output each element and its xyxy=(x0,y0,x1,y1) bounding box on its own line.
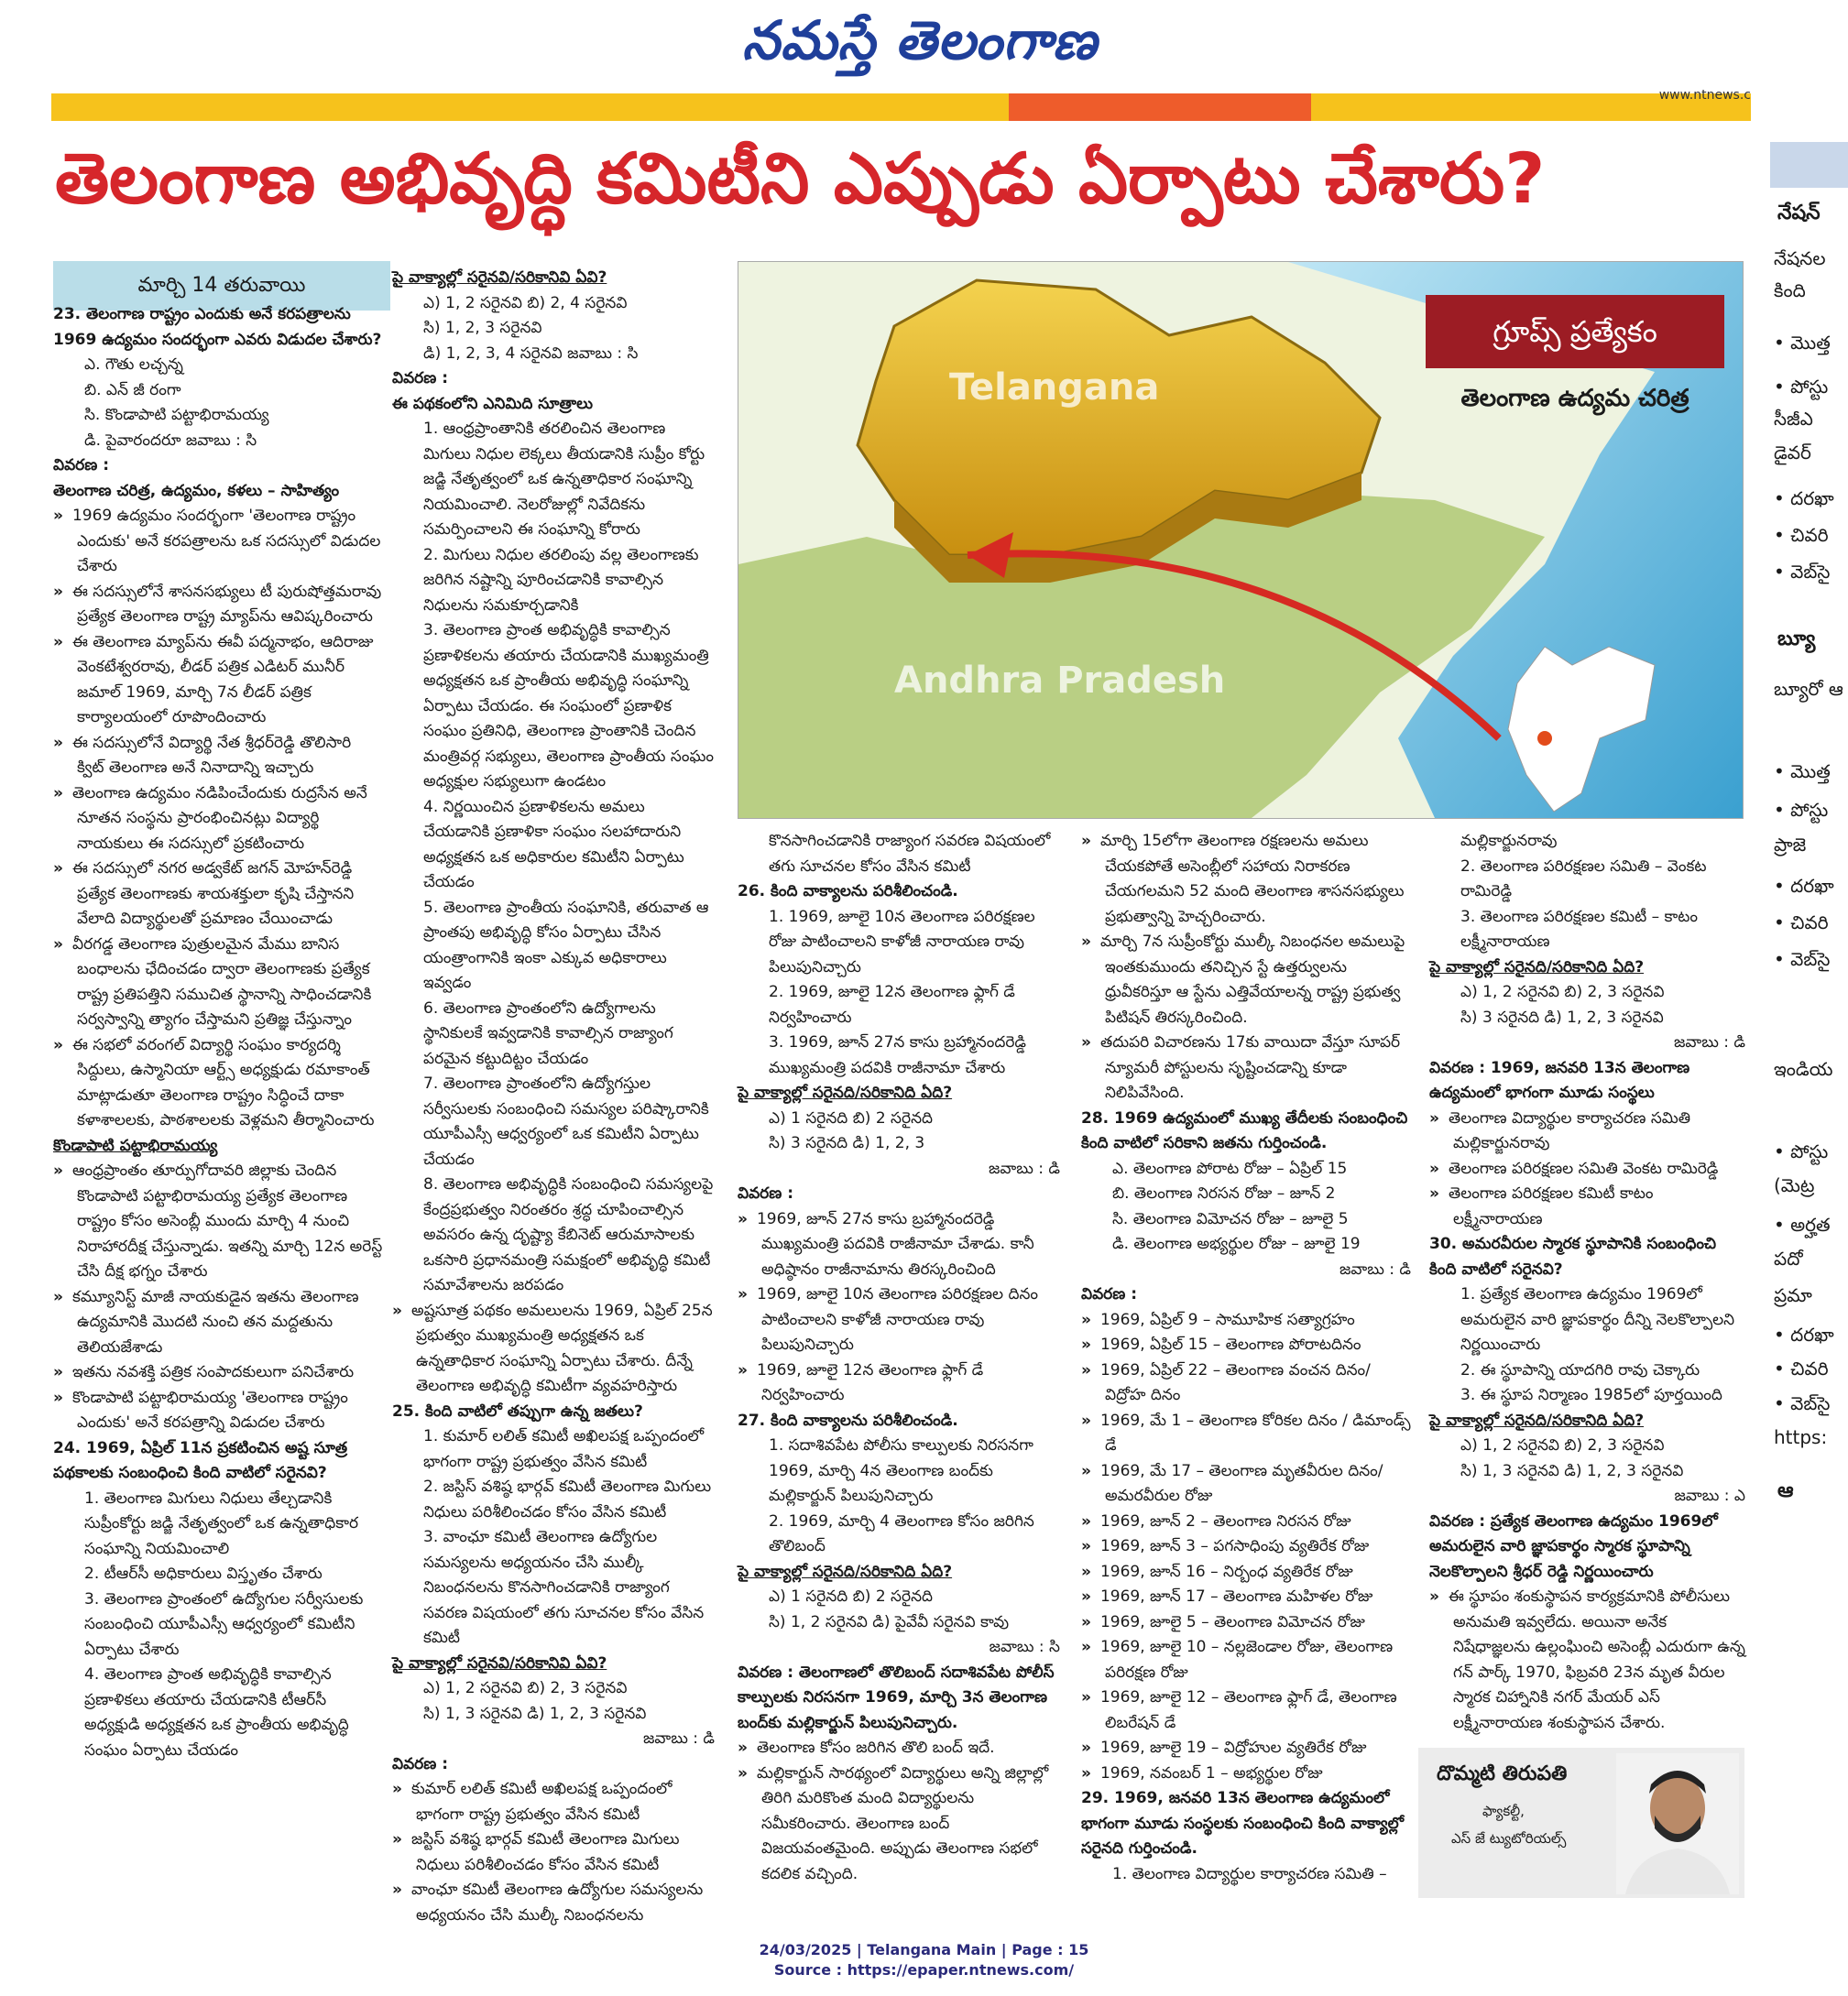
paragraph-line: కొనసాగించడానికి రాజ్యాంగ సవరణ విషయంలో తగు సూచనల కోసం వేసిన కమిటీ xyxy=(769,832,1051,876)
question-text: వివరణ : xyxy=(1081,1285,1138,1303)
paragraph-line: ఎ) 1 సరైనది బి) 2 సరైనది xyxy=(769,1587,934,1606)
paragraph-line: 3. ఈ స్థూప నిర్మాణం 1985లో పూర్తయింది xyxy=(1460,1386,1722,1404)
article-column-1 xyxy=(53,302,383,1896)
question-text: 25. కింది వాటిలో తప్పుగా ఉన్న జతలు? xyxy=(392,1402,643,1421)
paragraph-line: 2. ఈ స్థూపాన్ని యాదగిరి రావు చెక్కారు xyxy=(1460,1360,1700,1380)
sidebar-fragment: • చివరి xyxy=(1774,911,1829,933)
section-label: పై వాక్యాల్లో సరైనది/సరికానిది ఏది? xyxy=(1429,1411,1645,1430)
sidebar-fragment: • వెబ్‌సై xyxy=(1774,561,1831,583)
paragraph-line: ఎ) 1, 2 సరైనవి బి) 2, 3 సరైనవి xyxy=(1460,1436,1665,1455)
question-text: 23. తెలంగాణ రాష్ట్రం ఎందుకు అనే కరపత్రాలను 1969 ఉద్యమం సందర్భంగా ఎవరు విడుదల చేశారు? xyxy=(53,305,382,349)
bullet-point: » కుమార్ లలిత్ కమిటీ అఖిలపక్ష ఒప్పందంలో భాగంగా రాష్ట్ర ప్రభుత్వం వేసిన కమిటీ xyxy=(392,1777,715,1827)
article-column-3 xyxy=(738,829,1060,1892)
paragraph-line: 1. తెలంగాణ విద్యార్థుల కార్యాచరణ సమితి – xyxy=(1112,1864,1387,1883)
sidebar-fragment: నేషన్ xyxy=(1777,202,1821,224)
bullet-point: » ఈ సభలో వరంగల్ విద్యార్థి సంఘం కార్యదర్శి సిద్దులు, ఉస్మానియా ఆర్ట్స్ అధ్యక్షుడు రమాకాంత్ మాట్లాడుతూ తెలంగాణ రాష్ట్రం సిద్ధించే దాకా కళాశాలలకు, పాఠశాలలకు వెళ్లమని తీర్మానించారు xyxy=(53,1033,383,1134)
question-text: వివరణ : xyxy=(392,369,449,387)
sidebar-fragment: • పోస్టు xyxy=(1774,376,1829,398)
bullet-point: » 1969, జూలై 12 – తెలంగాణ ఫ్లాగ్ డే, తెలంగాణ లిబరేషన్ డే xyxy=(1081,1685,1411,1736)
sidebar-fragment: • అర్హత xyxy=(1774,1214,1831,1236)
paragraph-line: 2. 1969, మార్చి 4 తెలంగాణ కోసం జరిగిన తొలిబంద్ xyxy=(769,1511,1034,1555)
paragraph-line: ఎ) 1 సరైనది బి) 2 సరైనది xyxy=(769,1108,934,1128)
sidebar-fragment: ప్రమా xyxy=(1774,1284,1812,1306)
masthead-url: www.ntnews.c xyxy=(1658,88,1751,103)
paragraph-line: 1. ప్రత్యేక తెలంగాణ ఉద్యమం 1969లో అమరులైన వారి జ్ఞాపకార్థం దీన్ని నెలకొల్పాలని నిర్ణయించారు xyxy=(1460,1285,1735,1354)
paragraph-line: 4. నిర్ణయించిన ప్రణాళికలను అమలు చేయడానికి ప్రణాళికా సంఘం సలహాదారుని అధ్యక్షతన ఒక అధికారుల కమిటీని ఏర్పాటు చేయడం xyxy=(423,797,684,891)
sidebar-fragment: • వెబ్‌సై xyxy=(1774,948,1831,970)
answer-line: జవాబు : డి xyxy=(1340,1260,1411,1279)
bullet-point: » కమ్యూనిస్ట్ మాజీ నాయకుడైన ఇతను తెలంగాణ ఉద్యమానికి మొదటి నుంచి తన మద్దతును తెలియజేశాడు xyxy=(53,1285,383,1361)
sidebar-fragment: • దరఖా xyxy=(1774,487,1834,509)
paragraph-line: 3. తెలంగాణ ప్రాంత అభివృద్ధికి కావాల్సిన ప్రణాళికలను తయారు చేయడానికి ముఖ్యమంత్రి అధ్యక్షతన ఒక ప్రాంతీయ అభివృద్ధి సంఘాన్ని ఏర్పాటు చేయడం. ఈ సంఘంలో ప్రణాళిక సంఘం ప్రతినిధి, తెలంగాణ ప్రాంతానికి చెందిన మంత్రివర్గ సభ్యులు, తెలంగాణ ప్రాంతీయ సంఘం అధ్యక్షుల సభ్యులుగా ఉండటం xyxy=(423,621,715,791)
paragraph-line: 1. సదాశివపేట పోలీసు కాల్పులకు నిరసనగా 1969, మార్చి 4న తెలంగాణ బంద్‌కు మల్లికార్జున్ పిలుపునిచ్చారు xyxy=(769,1436,1033,1505)
bullet-point: » ఆంధ్రప్రాంతం తూర్పుగోదావరి జిల్లాకు చెందిన కొండాపాటి పట్టాభిరామయ్య ప్రత్యేక తెలంగాణ రాష్ట్రం కోసం అసెంబ్లీ ముందు మార్చి 4 నుంచి నిరాహారదీక్ష చేస్తున్నాడు. ఇతన్ని మార్చి 12న అరెస్ట్ చేసి దీక్ష భగ్నం చేశారు xyxy=(53,1159,383,1285)
bullet-point: » ఇతను నవశక్తి పత్రిక సంపాదకులుగా పనిచేశారు xyxy=(53,1360,383,1386)
bullet-point: » 1969, జూలై 10 – నల్లజెండాల రోజు, తెలంగాణ పరిరక్షణ రోజు xyxy=(1081,1635,1411,1685)
question-text: వివరణ : తెలంగాణలో తొలిబంద్ సదాశివపేట పోలీస్ కాల్పులకు నిరసనగా 1969, మార్చి 3న తెలంగాణ బంద్‌కు మల్లికార్జున్ పిలుపునిచ్చారు. xyxy=(738,1663,1055,1732)
sidebar-fragment: • మొత్త xyxy=(1774,332,1831,354)
sidebar-fragment: ఇండియ xyxy=(1774,1058,1833,1080)
answer-line: జవాబు : ఎ xyxy=(1674,1487,1745,1505)
paragraph-line: సి) 1, 2, 3 సరైనవి xyxy=(423,319,542,337)
question-text: 24. 1969, ఏప్రిల్ 11న ప్రకటించిన అష్ట సూత్ర పథకాలకు సంబంధించి కింది వాటిలో సరైనవి? xyxy=(53,1438,348,1482)
question-text: వివరణ : xyxy=(738,1184,794,1203)
groups-special-badge: గ్రూప్స్ ప్రత్యేకం xyxy=(1426,295,1724,368)
paragraph-line: సి) 1, 2 సరైనవి డి) పైవేవీ సరైనవి కావు xyxy=(769,1612,1010,1631)
bullet-point: » అష్టసూత్ర పథకం అమలులను 1969, ఏప్రిల్ 25న ప్రభుత్వం ముఖ్యమంత్రి అధ్యక్షతన ఒక ఉన్నతాధికార సంఘాన్ని ఏర్పాటు చేశారు. దీన్నే తెలంగాణ అభివృద్ధి కమిటీగా వ్యవహరిస్తారు xyxy=(392,1299,715,1400)
question-text: 29. 1969, జనవరి 13న తెలంగాణ ఉద్యమంలో భాగంగా మూడు సంస్థలకు సంబంధించి కింది వాక్యాల్లో సరైనది గుర్తించండి. xyxy=(1081,1789,1405,1858)
paragraph-line: 1. తెలంగాణ మిగులు నిధులు తేల్చడానికి సుప్రీంకోర్టు జడ్జి నేతృత్వంలో ఒక ఉన్నతాధికార సంఘాన్ని నియమించాలి xyxy=(84,1489,359,1558)
bullet-point: » 1969, జూలై 10న తెలంగాణ పరిరక్షణల దినం పాటించాలని కాళోజీ నారాయణ రావు పిలుపునిచ్చారు xyxy=(738,1282,1060,1358)
paragraph-line: 2. టీఆర్‌సీ అధికారులు విస్తృతం చేశారు xyxy=(84,1565,323,1583)
sidebar-fragment: బ్యూరో ఆ xyxy=(1774,678,1843,700)
bullet-point: » 1969, జూన్ 17 – తెలంగాణ మహిళల రోజు xyxy=(1081,1585,1411,1610)
paragraph-line: 4. తెలంగాణ ప్రాంత అభివృద్ధికి కావాల్సిన ప్రణాళికలు తయారు చేయడానికి టీఆర్‌సీ అధ్యక్షుడి అధ్యక్షతన ఒక ప్రాంతీయ అభివృద్ధి సంఘం ఏర్పాటు చేయడం xyxy=(84,1665,349,1760)
question-text: వివరణ : xyxy=(53,456,110,474)
sidebar-fragment: పదో xyxy=(1774,1248,1803,1270)
paragraph-line: సి) 3 సరైనది డి) 1, 2, 3 సరైనవి xyxy=(1460,1008,1664,1027)
bullet-point: » 1969, జూన్ 16 – నిర్బంధ వ్యతిరేక రోజు xyxy=(1081,1560,1411,1586)
paragraph-line: 3. 1969, జూన్ 27న కాసు బ్రహ్మానందరెడ్డి ముఖ్యమంత్రి పదవికి రాజీనామా చేశారు xyxy=(769,1033,1027,1077)
bullet-point: » తెలంగాణ ఉద్యమం నడిపించేందుకు రుద్రసేన అనే నూతన సంస్థను ప్రారంభించినట్లు విద్యార్థి నాయకులు ఈ సదస్సులో ప్రకటించారు xyxy=(53,781,383,857)
color-band-orange xyxy=(1009,93,1311,121)
question-text: ఈ పథకంలోని ఎనిమిది సూత్రాలు xyxy=(392,394,594,413)
paragraph-line: మల్లికార్జునరావు xyxy=(1460,832,1558,850)
section-label: పై వాక్యాల్లో సరైనది/సరికానిది ఏది? xyxy=(738,1562,953,1581)
footer-edition: 24/03/2025 | Telangana Main | Page : 15 xyxy=(759,1941,1089,1958)
map-label-andhra: Andhra Pradesh xyxy=(894,660,1226,702)
paragraph-line: 2. తెలంగాణ పరిరక్షణల సమితి – వెంకట రామిరెడ్డి xyxy=(1460,856,1707,900)
bullet-point: » 1969, జూన్ 3 – పగసాధింపు వ్యతిరేక రోజు xyxy=(1081,1534,1411,1560)
paragraph-line: ఎ) 1, 2 సరైనవి బి) 2, 3 సరైనవి xyxy=(1460,983,1665,1001)
bullet-point: » జస్టిస్ వశిష్ఠ భార్గవ్ కమిటీ తెలంగాణ మిగులు నిధులు పరిశీలించడం కోసం వేసిన కమిటీ xyxy=(392,1827,715,1878)
paragraph-line: 2. జస్టిస్ వశిష్ఠ భార్గవ్ కమిటీ తెలంగాణ మిగులు నిధులు పరిశీలించడం కోసం వేసిన కమిటీ xyxy=(423,1478,712,1522)
paragraph-line: ఎ. గౌతు లచ్చన్న xyxy=(84,355,183,374)
article-column-2 xyxy=(392,266,715,1925)
bullet-point: » ఈ సదస్సులోనే శాసనసభ్యులు టీ పురుషోత్తమరావు ప్రత్యేక తెలంగాణ రాష్ట్ర మ్యాప్‌ను ఆవిష్కరించారు xyxy=(53,580,383,630)
bullet-point: » వీరగడ్డ తెలంగాణ పుత్రులమైన మేము బానిస బంధాలను ఛేదించడం ద్వారా తెలంగాణకు ప్రత్యేక రాష్ట్ర ప్రతిపత్తిని సముచిత స్థానాన్ని సాధించడానికి సర్వస్వాన్ని త్యాగం చేస్తామని ప్రతిజ్ఞ చేస్తున్నాం xyxy=(53,933,383,1033)
newspaper-logo: నమస్తే తెలంగాణ xyxy=(742,9,1098,71)
bullet-point: » 1969, ఏప్రిల్ 22 – తెలంగాణ వంచన దినం/ విద్రోహ దినం xyxy=(1081,1358,1411,1409)
section-label: పై వాక్యాల్లో సరైనవి/సరికానివి ఏవి? xyxy=(392,268,607,287)
bullet-point: » 1969, మే 1 – తెలంగాణ కోరికల దినం / డిమాండ్స్ డే xyxy=(1081,1409,1411,1459)
sidebar-fragment: • వెబ్‌సై xyxy=(1774,1392,1831,1414)
sidebar-fragment: • దరఖా xyxy=(1774,1324,1834,1346)
author-role: ఫ్యాకల్టీ, xyxy=(1482,1803,1525,1819)
sidebar-fragment: ప్రాజె xyxy=(1774,834,1807,856)
bullet-point: » 1969, జూలై 19 – విద్రోహుల వ్యతిరేక రోజు xyxy=(1081,1736,1411,1761)
sidebar-fragment: (మెట్ర xyxy=(1774,1174,1815,1196)
paragraph-line: 6. తెలంగాణ ప్రాంతంలోని ఉద్యోగాలను స్థానికులకే ఇవ్వడానికి కావాల్సిన రాజ్యాంగ పరమైన కట్టుదిట్టం చేయడం xyxy=(423,998,673,1068)
paragraph-line: సి) 1, 3 సరైనవి డి) 1, 2, 3 సరైనవి xyxy=(1460,1461,1684,1480)
sidebar-fragment: • మొత్త xyxy=(1774,760,1831,782)
bullet-point: » ఈ సదస్సులో నగర అడ్వకేట్ జగన్ మోహన్‌రెడ్డి ప్రత్యేక తెలంగాణకు శాయశక్తులా కృషి చేస్తానని వేలాది విద్యార్థులతో ప్రమాణం చేయించాడు xyxy=(53,856,383,933)
paragraph-line: 1. 1969, జూలై 10న తెలంగాణ పరిరక్షణల రోజు పాటించాలని కాళోజీ నారాయణ రావు పిలుపునిచ్చారు xyxy=(769,907,1035,976)
sidebar-fragment: డైవర్ xyxy=(1774,442,1811,464)
bullet-point: » 1969, జూలై 12న తెలంగాణ ఫ్లాగ్ డే నిర్వహించారు xyxy=(738,1358,1060,1409)
sidebar-fragment: • చివరి xyxy=(1774,1358,1829,1380)
question-text: వివరణ : ప్రత్యేక తెలంగాణ ఉద్యమం 1969లో అమరులైన వారి జ్ఞాపకార్థం స్మారక స్థూపాన్ని నెలకొల్పాలని శ్రీధర్ రెడ్డి నిర్ణయించారు xyxy=(1429,1511,1718,1581)
bullet-point: » కొండాపాటి పట్టాభిరామయ్య 'తెలంగాణ రాష్ట్రం ఎందుకు' అనే కరపత్రాన్ని విడుదల చేశారు xyxy=(53,1386,383,1436)
sidebar-fragment: బ్యూ xyxy=(1777,627,1816,650)
sidebar-fragment: • చివరి xyxy=(1774,524,1829,546)
section-label: కొండాపాటి పట్టాభిరామయ్య xyxy=(53,1136,218,1155)
sidebar-fragment: • దరఖా xyxy=(1774,875,1834,897)
author-name: దొమ్మటి తిరుపతి xyxy=(1437,1762,1568,1785)
map-label-telangana: Telangana xyxy=(949,366,1160,409)
sidebar-fragment: ఆ xyxy=(1777,1479,1794,1502)
question-text: వివరణ : xyxy=(392,1754,449,1773)
footer-source: Source : https://epaper.ntnews.com/ xyxy=(773,1961,1075,1979)
question-text: తెలంగాణ చరిత్ర, ఉద్యమం, కళలు – సాహిత్యం xyxy=(53,481,340,500)
author-organisation: ఎస్ జే ట్యుటోరియల్స్ xyxy=(1451,1830,1567,1847)
bullet-point: » 1969, మే 17 – తెలంగాణ మృతవీరుల దినం/ అమరవీరుల రోజు xyxy=(1081,1459,1411,1510)
adjacent-page-strip xyxy=(1770,128,1848,1942)
paragraph-line: ఎ) 1, 2 సరైనవి బి) 2, 4 సరైనవి xyxy=(423,293,628,312)
paragraph-line: డి. పైవారందరూ జవాబు : సి xyxy=(84,431,257,450)
paragraph-line: 3. వాంఛూ కమిటీ తెలంగాణ ఉద్యోగుల సమస్యలను అధ్యయనం చేసి ముల్కీ నిబంధనలను కొనసాగించడానికి రాజ్యాంగ సవరణ విషయంలో తగు సూచనల కోసం వేసిన కమిటీ xyxy=(423,1528,705,1647)
bullet-point: » 1969, జూలై 5 – తెలంగాణ విమోచన రోజు xyxy=(1081,1610,1411,1636)
paragraph-line: ఎ) 1, 2 సరైనవి బి) 2, 3 సరైనవి xyxy=(423,1679,628,1697)
color-band-yellow xyxy=(51,93,1009,121)
paragraph-line: డి. తెలంగాణ అభ్యర్థుల రోజు – జూలై 19 xyxy=(1112,1235,1361,1253)
sidebar-fragment: సీజీఎ xyxy=(1774,408,1813,430)
bullet-point: » తెలంగాణ పరిరక్షణల కమిటీ కాటం లక్ష్మీనారాయణ xyxy=(1429,1182,1745,1232)
sidebar-fragment: నేషనల xyxy=(1774,247,1826,269)
bullet-point: » 1969, ఏప్రిల్ 15 – తెలంగాణ పోరాటదినం xyxy=(1081,1333,1411,1358)
paragraph-line: 5. తెలంగాణ ప్రాంతీయ సంఘానికి, తరువాత ఆ ప్రాంతపు అభివృద్ధి కోసం ఏర్పాటు చేసిన యంత్రాంగానికి ఇంకా ఎక్కువ అధికారాలు ఇవ్వడం xyxy=(423,898,709,992)
bullet-point: » ఈ తెలంగాణ మ్యాప్‌ను ఈవీ పద్మనాభం, ఆదిరాజు వెంకటేశ్వరరావు, లీడర్ పత్రిక ఎడిటర్ మునీర్ జమాల్ 1969, మార్చి 7న లీడర్ పత్రిక కార్యాలయంలో రూపొందించారు xyxy=(53,630,383,731)
paragraph-line: 2. మిగులు నిధుల తరలింపు వల్ల తెలంగాణకు జరిగిన నష్టాన్ని పూరించడానికి కావాల్సిన నిధులను సమకూర్చడానికి xyxy=(423,545,699,615)
article-column-5 xyxy=(1429,829,1745,1745)
bullet-point: » మల్లికార్జున్ సారథ్యంలో విద్యార్థులు అన్ని జిల్లాల్లో తిరిగి మరికొంత మంది విద్యార్థులను సమీకరించారు. తెలంగాణ బంద్ విజయవంతమైంది. అప్పుడు తెలంగాణ సభలో కదలిక వచ్చింది. xyxy=(738,1761,1060,1888)
question-text: 30. అమరవీరుల స్మారక స్థూపానికి సంబంధించి కింది వాటిలో సరైనవి? xyxy=(1429,1235,1717,1279)
bullet-point: » మార్చి 15లోగా తెలంగాణ రక్షణలను అమలు చేయకపోతే అసెంబ్లీలో సహాయ నిరాకరణ చేయగలమని 52 మంది తెలంగాణ శాసనసభ్యులు ప్రభుత్వాన్ని హెచ్చరించారు. xyxy=(1081,829,1411,930)
question-text: 26. కింది వాక్యాలను పరిశీలించండి. xyxy=(738,882,958,900)
bullet-point: » ఈ స్థూపం శంకుస్థాపన కార్యక్రమానికి పోలీసులు అనుమతి ఇవ్వలేదు. అయినా అనేక నిషేధాజ్ఞలను ఉల్లంఘించి అసెంబ్లీ ఎదురుగా ఉన్న గన్ పార్క్ 1970, ఫిబ్రవరి 23న మృత వీరుల స్మారక చిహ్నానికి నగర్ మేయర్ ఎస్ లక్ష్మీనారాయణ శంకుస్థాపన చేశారు. xyxy=(1429,1585,1745,1736)
section-label: పై వాక్యాల్లో సరైనది/సరికానిది ఏది? xyxy=(738,1084,953,1102)
answer-line: జవాబు : డి xyxy=(1674,1033,1745,1052)
sidebar-fragment: • పోస్టు xyxy=(1774,799,1829,821)
section-label: పై వాక్యాల్లో సరైనవి/సరికానివి ఏవి? xyxy=(392,1653,607,1673)
paragraph-line: సి. తెలంగాణ విమోచన రోజు – జూలై 5 xyxy=(1112,1209,1349,1228)
bullet-point: » 1969, ఏప్రిల్ 9 – సామూహిక సత్యాగ్రహం xyxy=(1081,1308,1411,1334)
answer-line: జవాబు : సి xyxy=(989,1638,1060,1656)
bullet-point: » వాంఛూ కమిటీ తెలంగాణ ఉద్యోగుల సమస్యలను అధ్యయనం చేసి ముల్కీ నిబంధనలను xyxy=(392,1878,715,1928)
bullet-point: » ఈ సదస్సులోనే విద్యార్థి నేత శ్రీధర్‌రెడ్డి తొలిసారి క్విట్ తెలంగాణ అనే నినాదాన్ని ఇచ్చారు xyxy=(53,731,383,781)
paragraph-line: డి) 1, 2, 3, 4 సరైనవి జవాబు : సి xyxy=(423,344,639,363)
paragraph-line: 3. తెలంగాణ ప్రాంతంలో ఉద్యోగుల సర్వీసులకు సంబంధించి యూపీఎస్సీ ఆధ్వర్యంలో కమిటీని ఏర్పాటు చేశారు xyxy=(84,1589,364,1659)
section-label: పై వాక్యాల్లో సరైనది/సరికానిది ఏది? xyxy=(1429,957,1645,976)
groups-special-subtitle: తెలంగాణ ఉద్యమ చరిత్ర xyxy=(1460,385,1689,412)
continuation-tag: మార్చి 14 తరువాయి xyxy=(53,261,390,311)
question-text: 28. 1969 ఉద్యమంలో ముఖ్య తేదీలకు సంబంధించి కింది వాటిలో సరికాని జతను గుర్తించండి. xyxy=(1081,1108,1408,1152)
masthead xyxy=(0,0,1848,92)
paragraph-line: సి. కొండాపాటి పట్టాభిరామయ్య xyxy=(84,406,269,424)
bullet-point: » 1969, నవంబర్ 1 – అభ్యర్థుల రోజు xyxy=(1081,1761,1411,1787)
author-box xyxy=(1418,1748,1744,1898)
page-headline: తెలంగాణ అభివృద్ధి కమిటీని ఎప్పుడు ఏర్పాటు చేశారు? xyxy=(55,137,1546,219)
paragraph-line: 2. 1969, జూలై 12న తెలంగాణ ఫ్లాగ్ డే నిర్వహించారు xyxy=(769,983,1015,1027)
sidebar-fragment: • పోస్టు xyxy=(1774,1140,1829,1162)
author-photo xyxy=(1616,1753,1739,1894)
sidebar-fragment: కింది xyxy=(1774,279,1806,301)
paragraph-line: బి. ఎన్ జీ రంగా xyxy=(84,380,181,399)
article-column-4 xyxy=(1081,829,1411,1892)
answer-line: జవాబు : డి xyxy=(989,1159,1060,1178)
paragraph-line: సి) 1, 3 సరైనవి డి) 1, 2, 3 సరైనవి xyxy=(423,1704,647,1723)
question-text: వివరణ : 1969, జనవరి 13న తెలంగాణ ఉద్యమంలో భాగంగా మూడు సంస్థలు xyxy=(1429,1058,1690,1102)
page-footer xyxy=(0,1940,1848,1980)
bullet-point: » మార్చి 7న సుప్రీంకోర్టు ముల్కీ నిబంధనల అమలుపై ఇంతకుముందు తనిచ్చిన స్టే ఉత్తర్వులను ధ్రువీకరిస్తూ ఆ స్టేను ఎత్తివేయాలన్న రాష్ట్ర ప్రభుత్వ పిటిషన్ తిరస్కరించింది. xyxy=(1081,930,1411,1031)
answer-line: జవాబు : డి xyxy=(643,1729,715,1748)
paragraph-line: 1. ఆంధ్రప్రాంతానికి తరలించిన తెలంగాణ మిగులు నిధుల లెక్కలు తీయడానికి సుప్రీం కోర్టు జడ్జి నేతృత్వంలో ఒక ఉన్నతాధికార సంఘాన్ని నియమించాలి. నెలరోజుల్లో నివేదికను సమర్పించాలని ఈ సంఘాన్ని కోరారు xyxy=(423,420,705,539)
color-band-yellow-right xyxy=(1311,88,1751,121)
paragraph-line: 1. కుమార్ లలిత్ కమిటీ అఖిలపక్ష ఒప్పందంలో భాగంగా రాష్ట్ర ప్రభుత్వం వేసిన కమిటీ xyxy=(423,1427,705,1471)
bullet-point: » 1969, జూన్ 2 – తెలంగాణ నిరసన రోజు xyxy=(1081,1510,1411,1535)
bullet-point: » తెలంగాణ కోసం జరిగిన తొలి బంద్ ఇదే. xyxy=(738,1736,1060,1761)
paragraph-line: 3. తెలంగాణ పరిరక్షణల కమిటీ – కాటం లక్ష్మీనారాయణ xyxy=(1460,907,1699,951)
bullet-point: » తెలంగాణ పరిరక్షణల సమితి వెంకట రామిరెడ్డి xyxy=(1429,1157,1745,1183)
paragraph-line: బి. తెలంగాణ నిరసన రోజు – జూన్ 2 xyxy=(1112,1184,1336,1203)
bullet-point: » తెలంగాణ విద్యార్థుల కార్యాచరణ సమితి మల్లికార్జునరావు xyxy=(1429,1107,1745,1157)
question-text: 27. కింది వాక్యాలను పరిశీలించండి. xyxy=(738,1411,958,1430)
paragraph-line: ఎ. తెలంగాణ పోరాట రోజు – ఏప్రిల్ 15 xyxy=(1112,1159,1348,1178)
paragraph-line: 7. తెలంగాణ ప్రాంతంలోని ఉద్యోగస్తుల సర్వీసులకు సంబంధించి సమస్యల పరిష్కారానికి యూపీఎస్సీ ఆధ్వర్యంలో ఒక కమిటీని ఏర్పాటు చేయడం xyxy=(423,1074,709,1169)
paragraph-line: సి) 3 సరైనది డి) 1, 2, 3 xyxy=(769,1134,925,1152)
sidebar-fragment: https: xyxy=(1774,1426,1828,1448)
bullet-point: » 1969 ఉద్యమం సందర్భంగా 'తెలంగాణ రాష్ట్రం ఎందుకు' అనే కరపత్రాలను ఒక సదస్సులో విడుదల చేశారు xyxy=(53,504,383,580)
paragraph-line: 8. తెలంగాణ అభివృద్ధికి సంబంధించి సమస్యలపై కేంద్రప్రభుత్వం నిరంతరం శ్రద్ధ చూపించాల్సిన అవసరం ఉన్న దృష్ట్యా కేబినెట్ ఆరుమాసాలకు ఒకసారి ప్రధానమంత్రి సమక్షంలో అభివృద్ధి కమిటీ సమావేశాలను జరపడం xyxy=(423,1175,714,1294)
bullet-point: » 1969, జూన్ 27న కాసు బ్రహ్మానందరెడ్డి ముఖ్యమంత్రి పదవికి రాజీనామా చేశాడు. కానీ అధిష్ఠానం రాజీనామాను తిరస్కరించింది xyxy=(738,1207,1060,1283)
bullet-point: » తదుపరి విచారణను 17కు వాయిదా వేస్తూ సూపర్ న్యూమరీ పోస్టులను సృష్టించడాన్ని కూడా నిలిపివేసింది. xyxy=(1081,1031,1411,1107)
